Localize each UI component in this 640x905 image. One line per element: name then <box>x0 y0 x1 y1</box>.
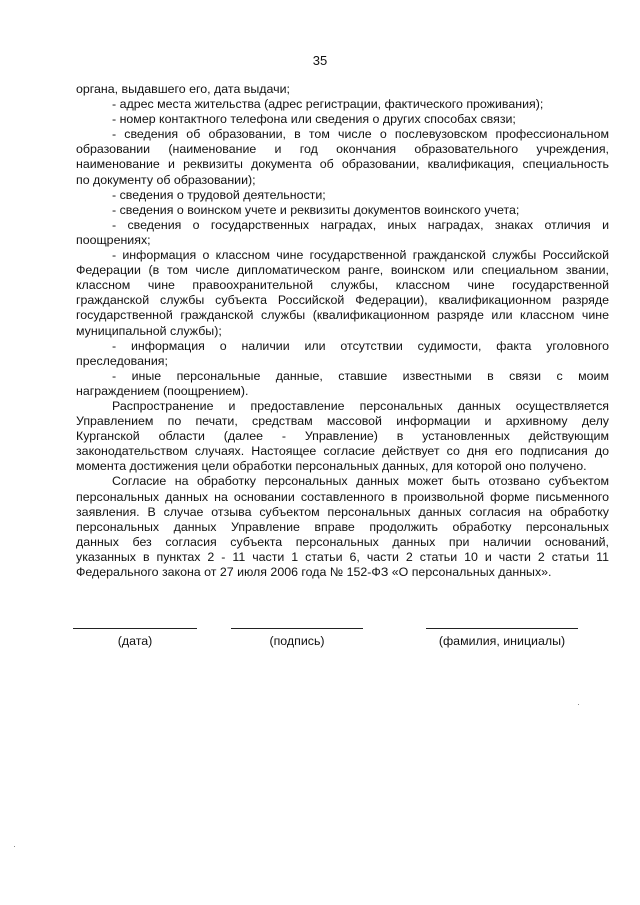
date-field <box>73 628 197 649</box>
text-line: награждением (поощрением). <box>76 383 249 398</box>
signature-line <box>231 628 363 629</box>
list-item: - информация о классном чине государственной гражданской службы Российской <box>112 248 609 263</box>
paragraph-line: Распространение и предоставление персональных данных осуществляется <box>112 398 609 413</box>
date-caption: (дата) <box>117 634 153 648</box>
page-number: 35 <box>312 53 328 68</box>
paragraph-line: данных без согласия субъекта персональных данных при наличии оснований, <box>76 534 609 549</box>
text-line: гражданской службы субъекта Российской Федерации), квалификационном разряде <box>76 293 609 308</box>
paragraph-line: персональных данных на основании составленного в произвольной форме письменного <box>76 489 609 504</box>
date-signature-line <box>73 628 197 629</box>
list-item: - сведения о трудовой деятельности; <box>112 187 326 202</box>
name-signature-line <box>426 628 578 629</box>
scan-speck <box>578 704 579 705</box>
list-item: - номер контактного телефона или сведения о других способах связи; <box>112 112 516 127</box>
paragraph-line: Согласие на обработку персональных данных может быть отозвано субъектом <box>112 474 609 489</box>
signature-field <box>231 628 363 649</box>
text-line: образовании (наименование и год окончания образовательного учреждения, <box>76 142 609 157</box>
paragraph-line: указанных в пунктах 2 - 11 части 1 статьи 6, части 2 статьи 10 и части 2 статьи 11 <box>76 549 609 564</box>
signature-block <box>0 628 640 668</box>
paragraph-line: момента достижения цели обработки персональных данных, для которой оно получено. <box>76 459 587 474</box>
name-caption: (фамилия, инициалы) <box>438 634 566 648</box>
paragraph-line: персональных данных Управление вправе продолжить обработку персональных <box>76 519 609 534</box>
text-line: органа, выдавшего его, дата выдачи; <box>76 82 290 96</box>
list-item: - информация о наличии или отсутствии судимости, факта уголовного <box>112 338 609 353</box>
document-body <box>76 82 609 580</box>
paragraph-line: законодательством случаях. Настоящее согласие действует со дня его подписания до <box>76 444 609 459</box>
text-line: поощрениях; <box>76 232 151 247</box>
paragraph-line: Курганской области (далее - Управление) в установленных действующим <box>76 429 609 444</box>
text-line: по документу об образовании); <box>76 172 256 187</box>
text-line: Федерации (в том числе дипломатическом ранге, воинском или специальном звании, <box>76 263 609 278</box>
name-field <box>426 628 578 649</box>
list-item: - сведения об образовании, в том числе о послевузовском профессиональном <box>112 127 609 142</box>
text-line: государственной гражданской службы (квалификационном разряде или классном чине <box>76 308 609 323</box>
list-item: - сведения о государственных наградах, иных наградах, знаках отличия и <box>112 217 609 232</box>
paragraph-line: Федерального закона от 27 июля 2006 года № 152-ФЗ «О персональных данных». <box>76 565 552 579</box>
signature-caption: (подпись) <box>269 634 325 648</box>
text-line: наименование и реквизиты документа об образовании, квалификация, специальность <box>76 157 609 172</box>
scan-speck <box>14 846 15 847</box>
text-line: преследования; <box>76 353 168 368</box>
list-item: - адрес места жительства (адрес регистрации, фактического проживания); <box>112 97 544 112</box>
text-line: муниципальной службы); <box>76 323 222 338</box>
list-item: - сведения о воинском учете и реквизиты документов воинского учета; <box>112 202 520 217</box>
paragraph-line: Управлением по печати, средствам массовой информации и архивному делу <box>76 414 609 429</box>
paragraph-line: заявления. В случае отзыва субъектом персональных данных согласия на обработку <box>76 504 609 519</box>
list-item: - иные персональные данные, ставшие известными в связи с моим <box>112 368 609 383</box>
text-line: классном чине правоохранительной службы, классном чине государственной <box>76 278 609 293</box>
